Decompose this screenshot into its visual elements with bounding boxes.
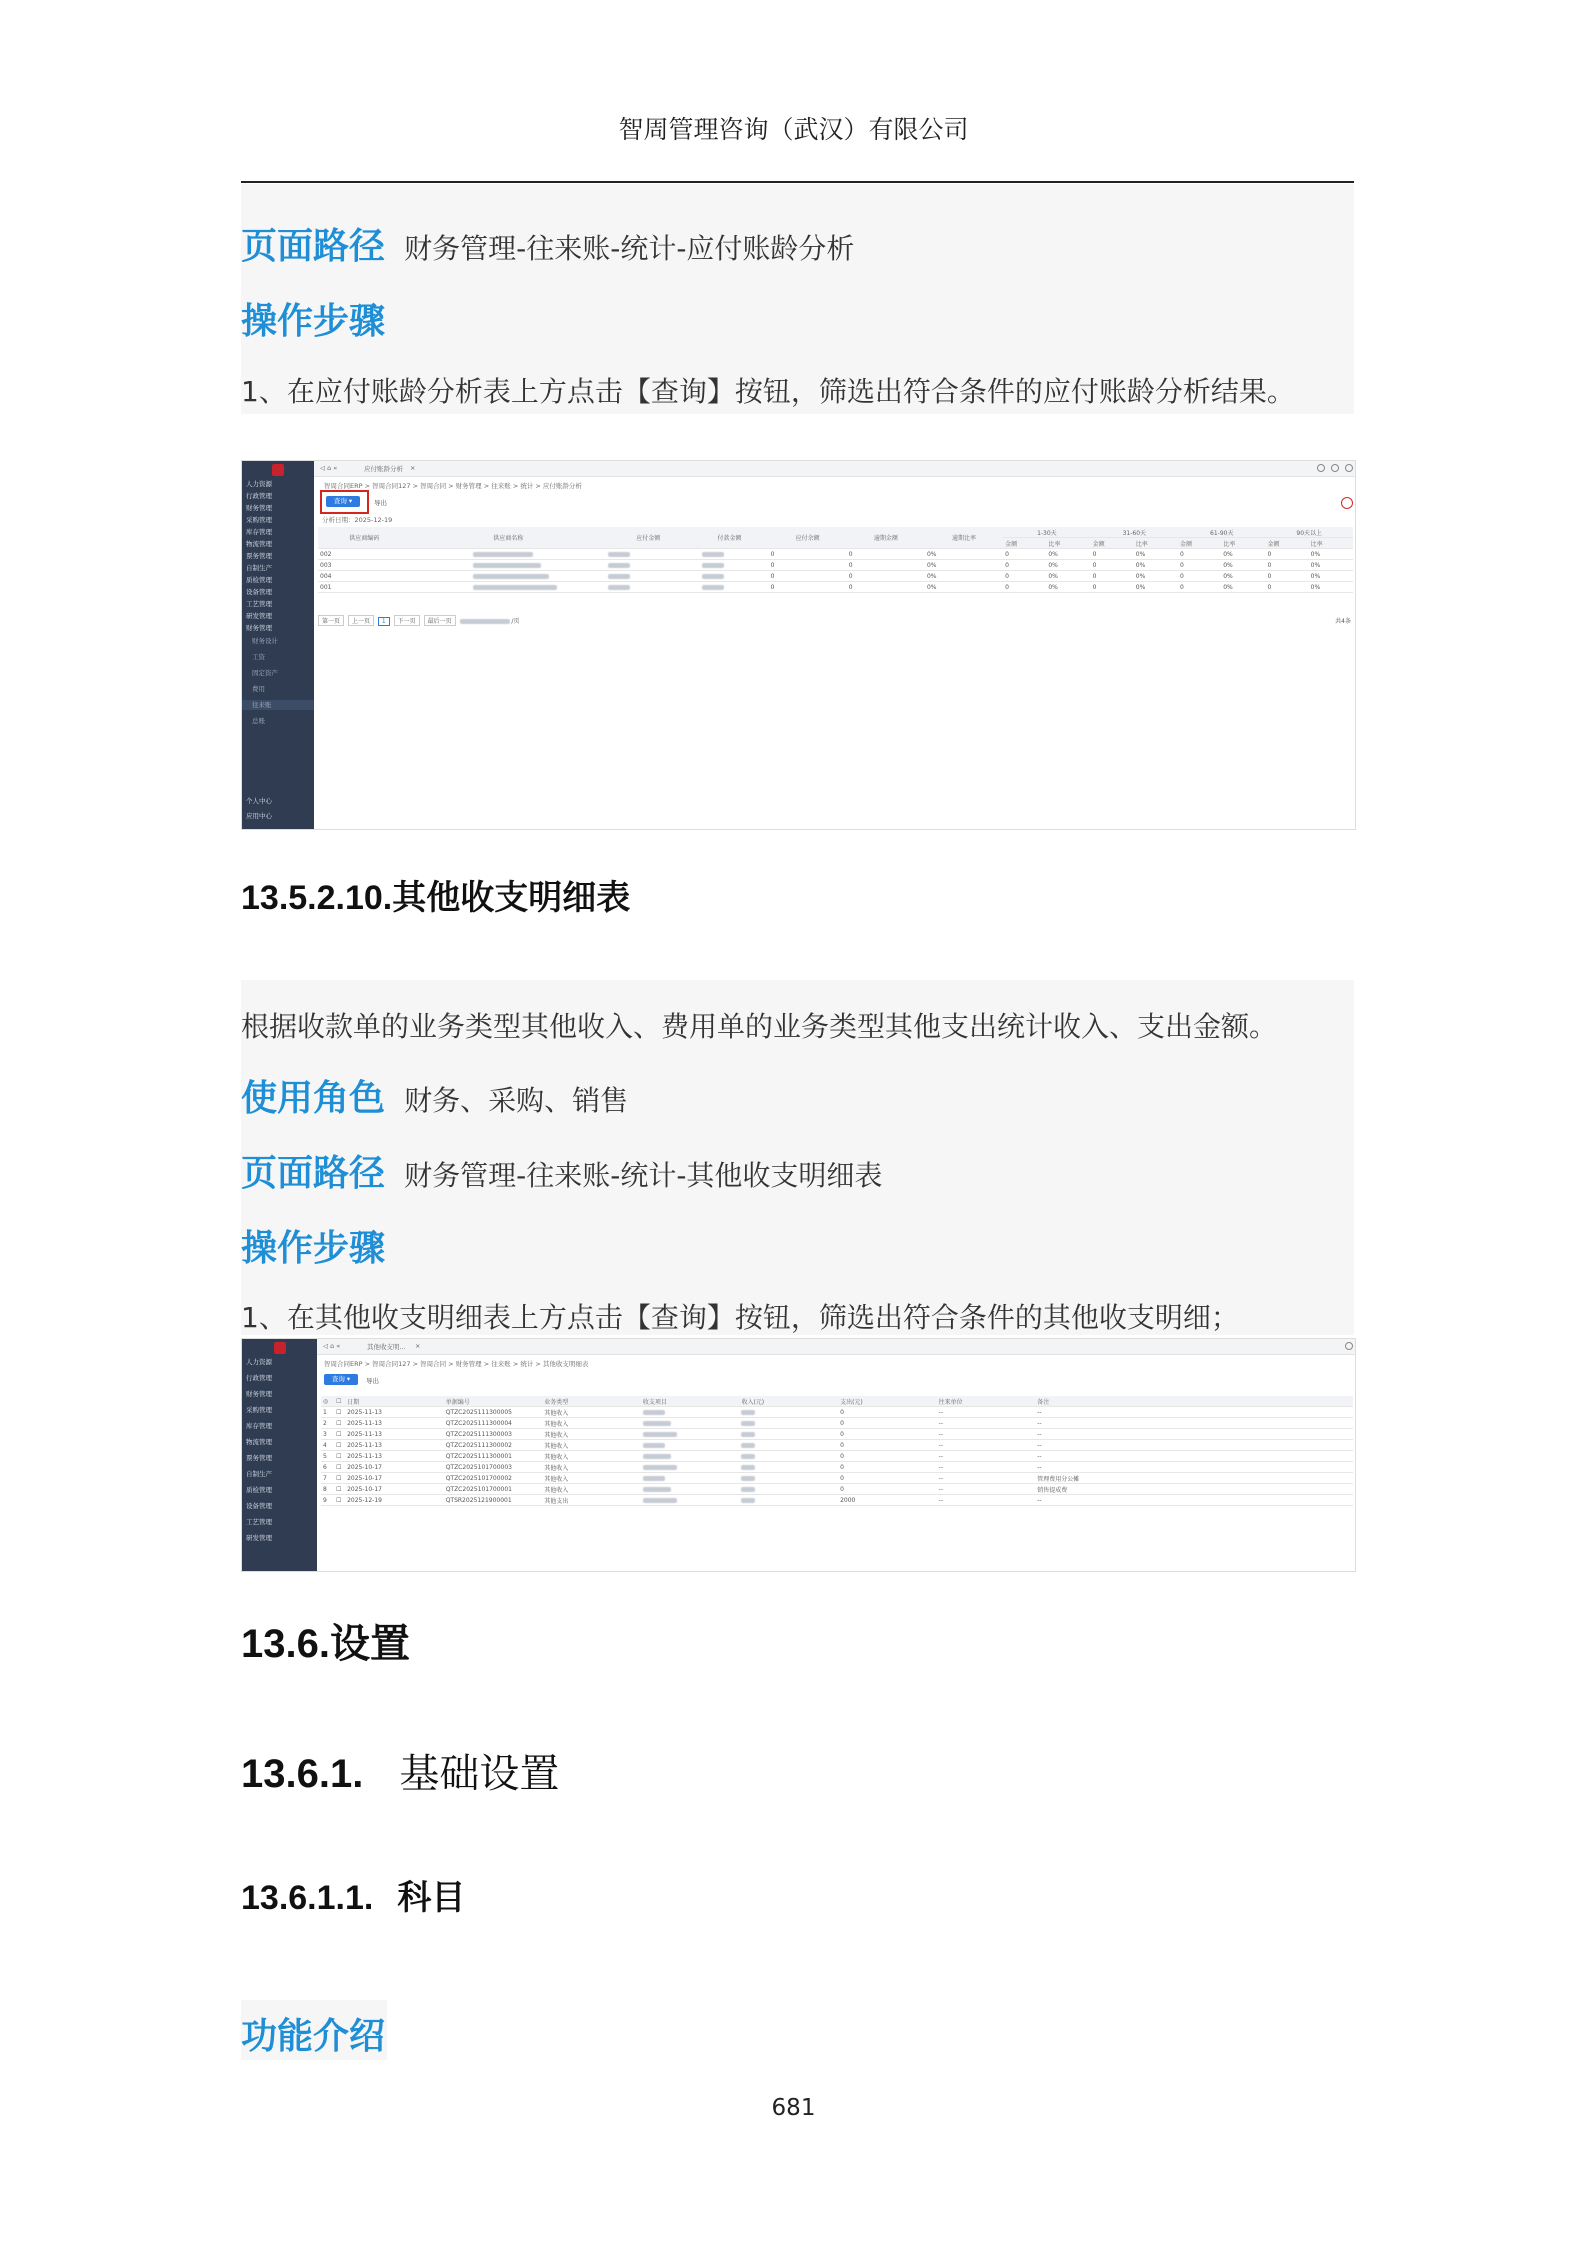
cell-value: 0% bbox=[1309, 549, 1353, 560]
highlight-box bbox=[320, 490, 369, 514]
cell-type: 其他收入 bbox=[542, 1484, 641, 1495]
company-header: 智周管理咨询（武汉）有限公司 bbox=[618, 115, 969, 144]
table-row[interactable] bbox=[321, 1418, 1353, 1429]
cell-expense: 0 bbox=[838, 1473, 937, 1484]
page-path-label: 页面路径 bbox=[241, 226, 386, 267]
cell-redacted bbox=[606, 571, 690, 582]
col-header: 单据编号 bbox=[444, 1396, 543, 1407]
cell-value: 0% bbox=[1134, 560, 1178, 571]
sidebar-subitem[interactable]: 总账 bbox=[252, 717, 265, 725]
sidebar-item[interactable]: 研发管理 bbox=[246, 612, 272, 620]
page-path-value: 财务管理-往来账-统计-其他收支明细表 bbox=[404, 1159, 883, 1192]
cell-type: 其他收入 bbox=[542, 1462, 641, 1473]
other-income-expense-screenshot bbox=[241, 1338, 1356, 1572]
nav-icons[interactable]: ◁ ⌂ « bbox=[323, 1342, 341, 1350]
sidebar-item[interactable]: 设备管理 bbox=[246, 1502, 272, 1510]
cell-expense: 0 bbox=[838, 1418, 937, 1429]
row-checkbox[interactable]: ☐ bbox=[334, 1473, 345, 1484]
page-number-button[interactable]: 1 bbox=[378, 617, 390, 626]
cell-doc-number[interactable]: QTZC2025101700002 bbox=[444, 1473, 543, 1484]
sub-header: 比率 bbox=[1134, 538, 1178, 549]
cell-expense: 0 bbox=[838, 1429, 937, 1440]
col-header: 应付余额 bbox=[769, 527, 847, 549]
cell-redacted bbox=[739, 1473, 838, 1484]
last-page-button[interactable]: 最后一页 bbox=[424, 615, 456, 626]
cell-date: 2025-10-17 bbox=[345, 1484, 444, 1495]
breadcrumb: 智周合同ERP > 智周合同127 > 智周合同 > 财务管理 > 往来账 > 统计 > 应付账龄分析 bbox=[324, 482, 582, 490]
cell-party: -- bbox=[937, 1451, 1036, 1462]
cell-doc-number[interactable]: QTZC2025101700003 bbox=[444, 1462, 543, 1473]
cell-redacted bbox=[690, 549, 768, 560]
cell-value: 0 bbox=[769, 560, 847, 571]
cell-redacted bbox=[739, 1407, 838, 1418]
cell-date: 2025-12-19 bbox=[345, 1495, 444, 1506]
col-header: 往来单位 bbox=[937, 1396, 1036, 1407]
cell-doc-number[interactable]: QTZC2025101700001 bbox=[444, 1484, 543, 1495]
table-row[interactable] bbox=[318, 571, 1353, 582]
cell-redacted bbox=[606, 582, 690, 593]
cell-expense: 0 bbox=[838, 1440, 937, 1451]
cell-redacted bbox=[739, 1429, 838, 1440]
sidebar-item[interactable]: 研发管理 bbox=[246, 1534, 272, 1542]
sidebar-subitem[interactable]: 固定资产 bbox=[252, 669, 278, 677]
sidebar-item[interactable]: 质检管理 bbox=[246, 1486, 272, 1494]
cell-value: 0 bbox=[1178, 549, 1221, 560]
row-number: 9 bbox=[321, 1495, 334, 1506]
help-icon[interactable] bbox=[1317, 464, 1325, 472]
cell-doc-number[interactable]: QTSR2025121900001 bbox=[444, 1495, 543, 1506]
age-group-header: 1-30天 bbox=[1003, 527, 1090, 538]
heading-number: 13.5.2.10. bbox=[241, 879, 393, 917]
sidebar-item[interactable]: 设备管理 bbox=[246, 588, 272, 596]
table-row[interactable] bbox=[318, 549, 1353, 560]
cell-value: 0 bbox=[769, 582, 847, 593]
cell-value: 0% bbox=[1221, 571, 1265, 582]
cell-expense: 0 bbox=[838, 1451, 937, 1462]
row-checkbox[interactable]: ☐ bbox=[334, 1484, 345, 1495]
cell-value: 0% bbox=[1046, 582, 1090, 593]
cell-doc-number[interactable]: QTZC2025111300004 bbox=[444, 1418, 543, 1429]
cell-doc-number[interactable]: QTZC2025111300005 bbox=[444, 1407, 543, 1418]
cell-value: 0 bbox=[1178, 560, 1221, 571]
sub-header: 比率 bbox=[1046, 538, 1090, 549]
heading-13-5-2-10 bbox=[241, 870, 630, 919]
cell-date: 2025-11-13 bbox=[345, 1429, 444, 1440]
cell-redacted bbox=[739, 1495, 838, 1506]
prev-page-button[interactable]: 上一页 bbox=[348, 615, 374, 626]
sidebar-item[interactable]: 物流管理 bbox=[246, 540, 272, 548]
role-value: 财务、采购、销售 bbox=[404, 1084, 629, 1117]
heading-13-6-1 bbox=[241, 1742, 559, 1799]
cell-type: 其他支出 bbox=[542, 1495, 641, 1506]
cell-value: 0% bbox=[1134, 582, 1178, 593]
heading-13-6-1-1 bbox=[241, 1870, 465, 1919]
table-row[interactable] bbox=[321, 1462, 1353, 1473]
sidebar-item[interactable]: 财务管理 bbox=[246, 624, 272, 632]
cell-redacted bbox=[411, 549, 606, 560]
cell-expense: 0 bbox=[838, 1484, 937, 1495]
col-header: 支出(元) bbox=[838, 1396, 937, 1407]
cell-code: 001 bbox=[318, 582, 411, 593]
row-number: 6 bbox=[321, 1462, 334, 1473]
col-header: 收支项目 bbox=[641, 1396, 740, 1407]
cell-party: -- bbox=[937, 1429, 1036, 1440]
cell-note: -- bbox=[1035, 1407, 1353, 1418]
step-1-text-2: 1、在其他收支明细表上方点击【查询】按钮，筛选出符合条件的其他收支明细； bbox=[241, 1301, 1239, 1334]
cell-redacted bbox=[739, 1418, 838, 1429]
cell-party: -- bbox=[937, 1473, 1036, 1484]
cell-value: 0% bbox=[1046, 549, 1090, 560]
row-number: 1 bbox=[321, 1407, 334, 1418]
steps-label: 操作步骤 bbox=[241, 301, 386, 342]
page-number: 681 bbox=[771, 2095, 816, 2121]
row-checkbox[interactable]: ☐ bbox=[334, 1451, 345, 1462]
cell-value: 0 bbox=[847, 571, 925, 582]
table-row[interactable] bbox=[318, 560, 1353, 571]
next-page-button[interactable]: 下一页 bbox=[394, 615, 420, 626]
cell-value: 0 bbox=[1265, 560, 1308, 571]
cell-value: 0 bbox=[847, 560, 925, 571]
page-path-row bbox=[241, 218, 854, 269]
cell-value: 0% bbox=[1221, 549, 1265, 560]
page-path-label: 页面路径 bbox=[241, 1153, 386, 1194]
cell-value: 0 bbox=[1265, 571, 1308, 582]
help-icon[interactable] bbox=[1345, 1342, 1353, 1350]
col-header: 备注 bbox=[1035, 1396, 1353, 1407]
table-row[interactable] bbox=[318, 582, 1353, 593]
step-1-text: 1、在应付账龄分析表上方点击【查询】按钮，筛选出符合条件的应付账龄分析结果。 bbox=[241, 375, 1295, 408]
cell-value: 0% bbox=[1134, 549, 1178, 560]
sidebar-item[interactable]: 工艺管理 bbox=[246, 1518, 272, 1526]
cell-date: 2025-11-13 bbox=[345, 1418, 444, 1429]
cell-value: 0% bbox=[925, 560, 1003, 571]
cell-type: 其他收入 bbox=[542, 1451, 641, 1462]
cell-value: 0 bbox=[847, 549, 925, 560]
cell-redacted bbox=[606, 560, 690, 571]
cell-redacted bbox=[690, 560, 768, 571]
sidebar-item[interactable]: 质检管理 bbox=[246, 576, 272, 584]
col-header: 逾期比率 bbox=[925, 527, 1003, 549]
tab-close-icon[interactable]: × bbox=[410, 464, 416, 472]
cell-note: 销售提成费 bbox=[1035, 1484, 1353, 1495]
cell-type: 其他收入 bbox=[542, 1440, 641, 1451]
table-row[interactable] bbox=[321, 1473, 1353, 1484]
cell-redacted bbox=[411, 571, 606, 582]
sidebar-subitem[interactable]: 费用 bbox=[252, 685, 265, 693]
table-row[interactable] bbox=[321, 1440, 1353, 1451]
heading-number: 13.6.1. bbox=[241, 1752, 364, 1796]
row-checkbox[interactable]: ☐ bbox=[334, 1462, 345, 1473]
sidebar bbox=[242, 461, 314, 829]
sub-header: 金额 bbox=[1003, 538, 1046, 549]
sidebar-subitem[interactable]: 财务设计 bbox=[252, 637, 278, 645]
col-header: 业务类型 bbox=[542, 1396, 641, 1407]
col-header: 供应商编码 bbox=[318, 527, 411, 549]
sub-header: 比率 bbox=[1221, 538, 1265, 549]
row-number: 5 bbox=[321, 1451, 334, 1462]
sub-header: 金额 bbox=[1091, 538, 1134, 549]
row-checkbox[interactable]: ☐ bbox=[334, 1429, 345, 1440]
cell-date: 2025-10-17 bbox=[345, 1473, 444, 1484]
sidebar-item[interactable]: 行政管理 bbox=[246, 1374, 272, 1382]
cell-value: 0 bbox=[1265, 549, 1308, 560]
cell-value: 0 bbox=[769, 549, 847, 560]
cell-type: 其他收入 bbox=[542, 1407, 641, 1418]
tab-active[interactable]: 其他收支明... bbox=[367, 1343, 406, 1351]
sidebar bbox=[242, 1339, 317, 1571]
cell-value: 0% bbox=[1046, 571, 1090, 582]
row-checkbox[interactable]: ☐ bbox=[334, 1495, 345, 1506]
app-logo-icon bbox=[272, 464, 284, 476]
tab-bar bbox=[317, 1339, 1355, 1355]
cell-note: -- bbox=[1035, 1495, 1353, 1506]
sidebar-item[interactable]: 自制生产 bbox=[246, 564, 272, 572]
cell-code: 003 bbox=[318, 560, 411, 571]
cell-code: 002 bbox=[318, 549, 411, 560]
row-checkbox[interactable]: ☐ bbox=[334, 1407, 345, 1418]
col-header: 逾期金额 bbox=[847, 527, 925, 549]
cell-value: 0 bbox=[1003, 560, 1046, 571]
cell-expense: 2000 bbox=[838, 1495, 937, 1506]
cell-redacted bbox=[411, 560, 606, 571]
cell-value: 0% bbox=[1309, 571, 1353, 582]
aging-table bbox=[318, 527, 1353, 593]
cell-value: 0 bbox=[1091, 560, 1134, 571]
page-path-value: 财务管理-往来账-统计-应付账龄分析 bbox=[404, 232, 855, 265]
cell-redacted bbox=[739, 1462, 838, 1473]
cell-value: 0% bbox=[1134, 571, 1178, 582]
cell-redacted bbox=[690, 582, 768, 593]
cell-value: 0 bbox=[1003, 549, 1046, 560]
nav-icons[interactable]: ◁ ⌂ « bbox=[320, 464, 338, 472]
cell-redacted bbox=[411, 582, 606, 593]
col-header: 供应商名称 bbox=[411, 527, 606, 549]
sidebar-item[interactable]: 物流管理 bbox=[246, 1438, 272, 1446]
app-logo-icon bbox=[274, 1342, 286, 1354]
sidebar-subitem-active[interactable]: 往来账 bbox=[242, 700, 314, 710]
cell-redacted bbox=[641, 1407, 740, 1418]
table-row[interactable] bbox=[321, 1407, 1353, 1418]
row-number: 3 bbox=[321, 1429, 334, 1440]
pagination bbox=[318, 615, 519, 626]
cell-value: 0% bbox=[925, 549, 1003, 560]
income-expense-table bbox=[321, 1396, 1353, 1506]
close-icon[interactable] bbox=[1345, 464, 1353, 472]
row-checkbox[interactable]: ☐ bbox=[334, 1440, 345, 1451]
cell-note: -- bbox=[1035, 1462, 1353, 1473]
cell-date: 2025-10-17 bbox=[345, 1462, 444, 1473]
cell-value: 0 bbox=[769, 571, 847, 582]
cell-party: -- bbox=[937, 1407, 1036, 1418]
analysis-date: 分析日期：2025-12-19 bbox=[322, 516, 393, 524]
func-label: 功能介绍 bbox=[241, 2016, 386, 2057]
cell-note: 管理费用分公摊 bbox=[1035, 1473, 1353, 1484]
page-path-row-2 bbox=[241, 1145, 882, 1196]
sidebar-item[interactable]: 票务管理 bbox=[246, 552, 272, 560]
heading-13-6 bbox=[241, 1612, 410, 1669]
cell-expense: 0 bbox=[838, 1407, 937, 1418]
cell-doc-number[interactable]: QTZC2025111300002 bbox=[444, 1440, 543, 1451]
cell-doc-number[interactable]: QTZC2025111300003 bbox=[444, 1429, 543, 1440]
heading-number: 13.6. bbox=[241, 1622, 330, 1666]
sidebar-item[interactable]: 库存管理 bbox=[246, 1422, 272, 1430]
row-number-header: ◎ bbox=[321, 1396, 334, 1407]
steps-heading-2 bbox=[241, 1220, 385, 1271]
sidebar-item[interactable]: 人力资源 bbox=[246, 480, 272, 488]
intro-text: 根据收款单的业务类型其他收入、费用单的业务类型其他支出统计收入、支出金额。 bbox=[241, 1010, 1278, 1043]
cell-value: 0% bbox=[925, 571, 1003, 582]
cell-value: 0% bbox=[1309, 582, 1353, 593]
sidebar-item[interactable]: 采购管理 bbox=[246, 516, 272, 524]
cell-value: 0 bbox=[847, 582, 925, 593]
steps-heading bbox=[241, 293, 385, 344]
role-row bbox=[241, 1070, 628, 1121]
tab-close-icon[interactable]: × bbox=[415, 1342, 421, 1350]
cell-type: 其他收入 bbox=[542, 1429, 641, 1440]
heading-number: 13.6.1.1. bbox=[241, 1879, 374, 1917]
cell-value: 0 bbox=[1091, 582, 1134, 593]
table-row[interactable] bbox=[321, 1484, 1353, 1495]
sidebar-item[interactable]: 库存管理 bbox=[246, 528, 272, 536]
age-group-header: 61-90天 bbox=[1178, 527, 1265, 538]
cell-redacted bbox=[641, 1440, 740, 1451]
cell-value: 0 bbox=[1265, 582, 1308, 593]
cell-doc-number[interactable]: QTZC2025111300001 bbox=[444, 1451, 543, 1462]
row-number: 7 bbox=[321, 1473, 334, 1484]
cell-redacted bbox=[641, 1451, 740, 1462]
cell-value: 0 bbox=[1003, 582, 1046, 593]
sidebar-subitem[interactable]: 工资 bbox=[252, 653, 265, 661]
func-intro-heading bbox=[241, 2008, 385, 2059]
cell-party: -- bbox=[937, 1484, 1036, 1495]
cell-note: -- bbox=[1035, 1418, 1353, 1429]
table-row[interactable] bbox=[321, 1429, 1353, 1440]
export-button[interactable]: 导出 bbox=[366, 1377, 379, 1385]
sidebar-item[interactable]: 应用中心 bbox=[246, 812, 272, 820]
pager-total: 共4条 bbox=[1335, 618, 1351, 625]
page-size-label: /页 bbox=[511, 618, 520, 625]
export-button[interactable]: 导出 bbox=[374, 499, 387, 507]
cell-note: -- bbox=[1035, 1451, 1353, 1462]
cell-redacted bbox=[641, 1484, 740, 1495]
cell-value: 0% bbox=[925, 582, 1003, 593]
cell-party: -- bbox=[937, 1462, 1036, 1473]
cell-value: 0% bbox=[1309, 560, 1353, 571]
sidebar-item[interactable]: 财务管理 bbox=[246, 1390, 272, 1398]
tab-bar bbox=[314, 461, 1355, 477]
cell-party: -- bbox=[937, 1495, 1036, 1506]
cell-redacted bbox=[606, 549, 690, 560]
cell-redacted bbox=[690, 571, 768, 582]
row-number: 2 bbox=[321, 1418, 334, 1429]
sub-header: 金额 bbox=[1265, 538, 1308, 549]
cell-redacted bbox=[641, 1429, 740, 1440]
cell-date: 2025-11-13 bbox=[345, 1440, 444, 1451]
select-all-checkbox[interactable]: ☐ bbox=[334, 1396, 345, 1407]
age-group-header: 31-60天 bbox=[1091, 527, 1178, 538]
cell-value: 0% bbox=[1221, 582, 1265, 593]
col-header: 付款金额 bbox=[690, 527, 768, 549]
sidebar-item[interactable]: 票务管理 bbox=[246, 1454, 272, 1462]
cell-redacted bbox=[641, 1473, 740, 1484]
cell-value: 0% bbox=[1046, 560, 1090, 571]
sub-header: 金额 bbox=[1178, 538, 1221, 549]
cell-expense: 0 bbox=[838, 1462, 937, 1473]
cell-redacted bbox=[739, 1451, 838, 1462]
cell-note: -- bbox=[1035, 1429, 1353, 1440]
cell-redacted bbox=[641, 1495, 740, 1506]
heading-text: 设置 bbox=[329, 1621, 410, 1667]
cell-date: 2025-11-13 bbox=[345, 1451, 444, 1462]
row-number: 4 bbox=[321, 1440, 334, 1451]
row-number: 8 bbox=[321, 1484, 334, 1495]
cell-date: 2025-11-13 bbox=[345, 1407, 444, 1418]
tab-active[interactable]: 应付账龄分析 bbox=[364, 465, 403, 473]
sidebar-item[interactable]: 个人中心 bbox=[246, 797, 272, 805]
header-divider bbox=[241, 181, 1354, 183]
role-label: 使用角色 bbox=[241, 1078, 386, 1119]
settings-icon[interactable] bbox=[1331, 464, 1339, 472]
heading-text: 基础设置 bbox=[399, 1751, 560, 1797]
sidebar-item[interactable]: 工艺管理 bbox=[246, 600, 272, 608]
redacted-text bbox=[460, 619, 510, 624]
query-button[interactable]: 查询 ▾ bbox=[326, 496, 360, 507]
steps-label: 操作步骤 bbox=[241, 1228, 386, 1269]
breadcrumb: 智周合同ERP > 智周合同127 > 智周合同 > 财务管理 > 往来账 > 统计 > 其他收支明细表 bbox=[324, 1360, 589, 1368]
cell-redacted bbox=[641, 1462, 740, 1473]
col-header: 日期 bbox=[345, 1396, 444, 1407]
heading-text: 科目 bbox=[397, 1878, 466, 1918]
cell-code: 004 bbox=[318, 571, 411, 582]
cell-party: -- bbox=[937, 1418, 1036, 1429]
row-checkbox[interactable]: ☐ bbox=[334, 1418, 345, 1429]
sidebar-item[interactable]: 行政管理 bbox=[246, 492, 272, 500]
heading-text: 其他收支明细表 bbox=[392, 878, 631, 918]
cell-redacted bbox=[641, 1418, 740, 1429]
col-header: 应付金额 bbox=[606, 527, 690, 549]
sidebar-item[interactable]: 自制生产 bbox=[246, 1470, 272, 1478]
cell-value: 0 bbox=[1178, 582, 1221, 593]
first-page-button[interactable]: 第一页 bbox=[318, 615, 344, 626]
cell-value: 0 bbox=[1091, 571, 1134, 582]
cell-value: 0 bbox=[1003, 571, 1046, 582]
cell-party: -- bbox=[937, 1440, 1036, 1451]
sidebar-item[interactable]: 财务管理 bbox=[246, 504, 272, 512]
cell-value: 0% bbox=[1221, 560, 1265, 571]
cell-type: 其他收入 bbox=[542, 1473, 641, 1484]
sidebar-item[interactable]: 人力资源 bbox=[246, 1358, 272, 1366]
query-button[interactable]: 查询 ▾ bbox=[324, 1374, 358, 1385]
sub-header: 比率 bbox=[1309, 538, 1353, 549]
table-row[interactable] bbox=[321, 1495, 1353, 1506]
cell-redacted bbox=[739, 1484, 838, 1495]
cell-value: 0 bbox=[1178, 571, 1221, 582]
cell-type: 其他收入 bbox=[542, 1418, 641, 1429]
table-row[interactable] bbox=[321, 1451, 1353, 1462]
side-toggle-icon[interactable] bbox=[1341, 497, 1353, 509]
aging-analysis-screenshot bbox=[241, 460, 1356, 830]
col-header: 收入(元) bbox=[739, 1396, 838, 1407]
age-group-header: 90天以上 bbox=[1265, 527, 1353, 538]
cell-note: -- bbox=[1035, 1440, 1353, 1451]
cell-value: 0 bbox=[1091, 549, 1134, 560]
sidebar-item[interactable]: 采购管理 bbox=[246, 1406, 272, 1414]
cell-redacted bbox=[739, 1440, 838, 1451]
